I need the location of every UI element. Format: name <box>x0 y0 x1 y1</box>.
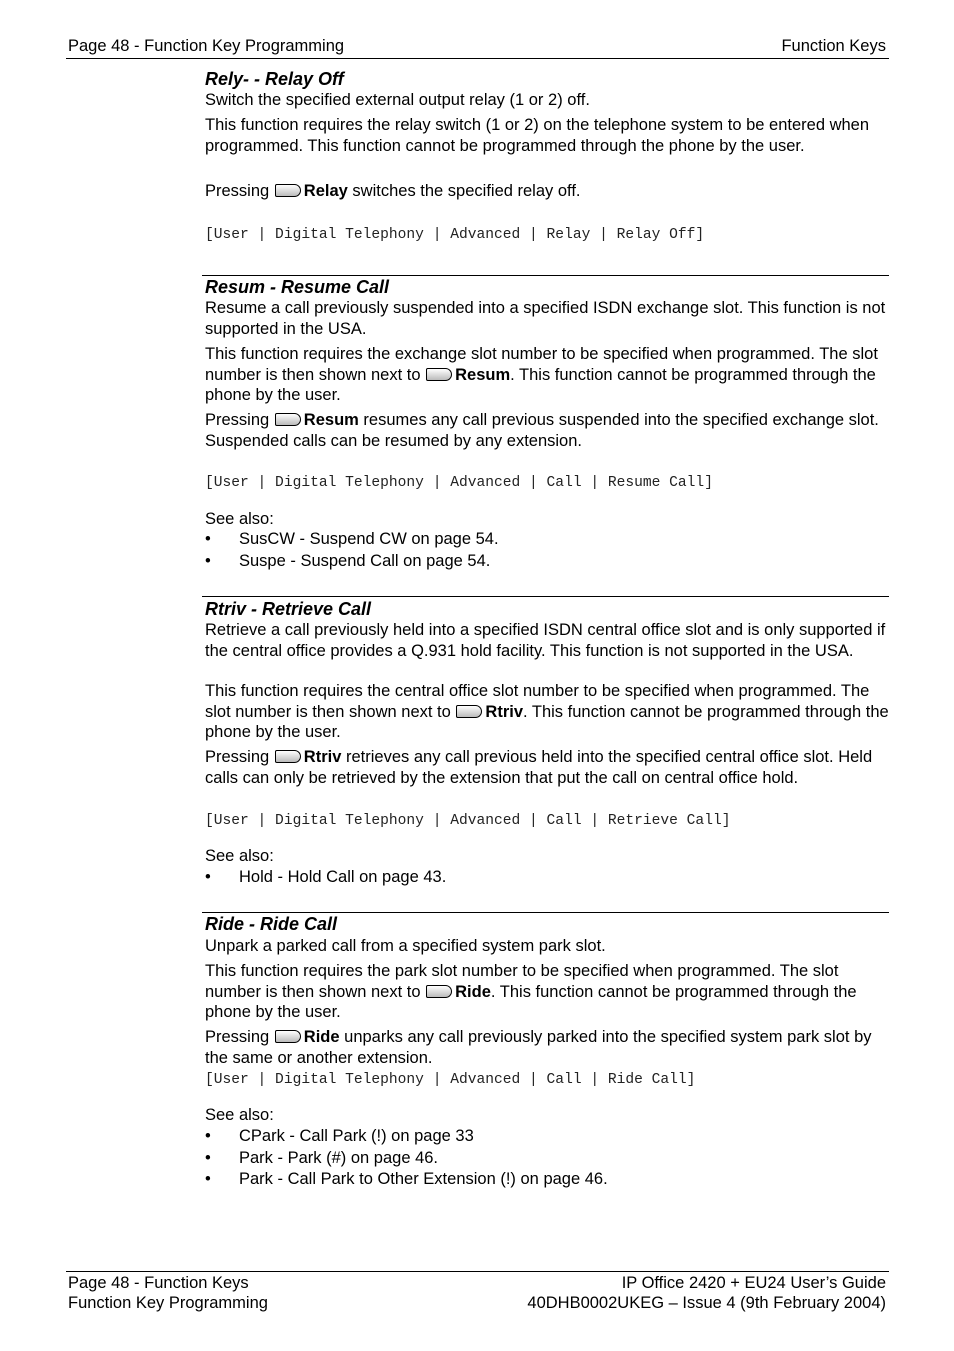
list-item-text: Hold - Hold Call on page 43. <box>239 868 447 886</box>
function-key-icon <box>426 368 452 381</box>
key-label: Relay <box>303 182 348 200</box>
ride-menu-path: [User | Digital Telephony | Advanced | Call | Ride Call] <box>205 1072 696 1088</box>
pressing-label: Pressing <box>205 182 270 200</box>
footer-rule <box>66 1271 889 1272</box>
function-key-icon <box>275 413 301 426</box>
ride-paragraph-2 <box>205 961 889 1023</box>
ride-p2-tail: . This function cannot be programmed through the phone by the user. <box>205 982 857 1021</box>
section-rule <box>202 912 889 913</box>
rtriv-p2-tail: . This function cannot be programmed through the phone by the user. <box>205 702 889 741</box>
ride-see-also: See also: <box>205 1106 274 1124</box>
bullet: • <box>205 552 211 570</box>
rtriv-p2-text: This function requires the central office slot number to be specified when programmed. The slot number is then shown next to <box>205 682 870 721</box>
key-label: Ride <box>455 982 491 1001</box>
resum-see-also: See also: <box>205 510 274 528</box>
footer-right-1: IP Office 2420 + EU24 User’s Guide <box>621 1274 886 1292</box>
list-item-text: Park - Park (#) on page 46. <box>239 1149 439 1167</box>
key-label: Rtriv <box>303 748 342 766</box>
function-key-icon <box>456 705 482 718</box>
key-label: Resum <box>303 411 359 429</box>
pressing-text: switches the specified relay off. <box>352 182 581 200</box>
pressing-text: unparks any call previously parked into the specified system park slot by the same or another extension. <box>205 1028 872 1067</box>
list-item-text: CPark - Call Park (!) on page 33 <box>239 1127 474 1145</box>
pressing-text: retrieves any call previous held into the specified central office slot. Held calls can only be retrieved by the extension that put the call on central office hold. <box>205 748 873 787</box>
list-item-text: SusCW - Suspend CW on page 54. <box>239 530 499 548</box>
key-label: Resum <box>455 365 511 384</box>
rtriv-paragraph-1: Retrieve a call previously held into a specified ISDN central office slot and is only supported if the central office provides a Q.931 hold facility. This function is not supported in the USA. <box>205 621 886 660</box>
footer-right-2: 40DHB0002UKEG – Issue 4 (9th February 2004) <box>527 1294 886 1312</box>
section-rule <box>202 596 889 597</box>
list-item-text: Park - Call Park to Other Extension (!) on page 46. <box>239 1170 608 1188</box>
section-title-rtriv: Rtriv - Retrieve Call <box>205 599 372 619</box>
header-right: Function Keys <box>781 37 886 55</box>
rely-menu-path: [User | Digital Telephony | Advanced | Relay | Relay Off] <box>205 227 705 243</box>
ride-p2-text: This function requires the park slot number to be specified when programmed. The slot number is then shown next to <box>205 962 839 1001</box>
section-title-rely: Rely- - Relay Off <box>205 69 344 89</box>
ride-pressing <box>205 1027 889 1068</box>
resum-pressing <box>205 410 889 451</box>
rely-paragraph-1: Switch the specified external output relay (1 or 2) off. <box>205 91 590 109</box>
pressing-label: Pressing <box>205 1028 270 1046</box>
rely-paragraph-2: This function requires the relay switch (1 or 2) on the telephone system to be entered when programmed. This function cannot be programmed through the phone by the user. <box>205 116 870 155</box>
function-key-icon <box>275 184 301 197</box>
rtriv-pressing <box>205 747 889 788</box>
rtriv-paragraph-2 <box>205 681 889 743</box>
pressing-text: resumes any call previous suspended into the specified exchange slot. Suspended calls can be resumed by any extension. <box>205 411 879 450</box>
bullet: • <box>205 530 211 548</box>
section-title-resum: Resum - Resume Call <box>205 277 390 297</box>
bullet: • <box>205 1127 211 1145</box>
bullet: • <box>205 1170 211 1188</box>
footer-left-2: Function Key Programming <box>68 1294 268 1312</box>
rely-pressing <box>205 181 889 202</box>
list-item-text: Suspe - Suspend Call on page 54. <box>239 552 491 570</box>
resum-paragraph-2 <box>205 344 889 406</box>
resum-p2-text: This function requires the exchange slot number to be specified when programmed. The slot number is then shown next to <box>205 345 878 384</box>
resum-menu-path: [User | Digital Telephony | Advanced | Call | Resume Call] <box>205 475 713 491</box>
function-key-icon <box>275 1030 301 1043</box>
bullet: • <box>205 868 211 886</box>
function-key-icon <box>275 750 301 763</box>
pressing-label: Pressing <box>205 748 270 766</box>
rtriv-see-also: See also: <box>205 847 274 865</box>
rtriv-menu-path: [User | Digital Telephony | Advanced | Call | Retrieve Call] <box>205 813 731 829</box>
key-label: Ride <box>303 1028 340 1046</box>
header-rule <box>66 58 889 59</box>
footer-left-1: Page 48 - Function Keys <box>68 1274 249 1292</box>
section-rule <box>202 275 889 276</box>
pressing-label: Pressing <box>205 411 270 429</box>
bullet: • <box>205 1149 211 1167</box>
key-label: Rtriv <box>485 702 523 721</box>
ride-paragraph-1: Unpark a parked call from a specified system park slot. <box>205 937 606 955</box>
function-key-icon <box>426 985 452 998</box>
resum-paragraph-1: Resume a call previously suspended into a specified ISDN exchange slot. This function is not supported in the USA. <box>205 299 886 338</box>
header-left: Page 48 - Function Key Programming <box>68 37 345 55</box>
section-title-ride: Ride - Ride Call <box>205 914 338 934</box>
resum-p2-tail: . This function cannot be programmed through the phone by the user. <box>205 365 876 404</box>
